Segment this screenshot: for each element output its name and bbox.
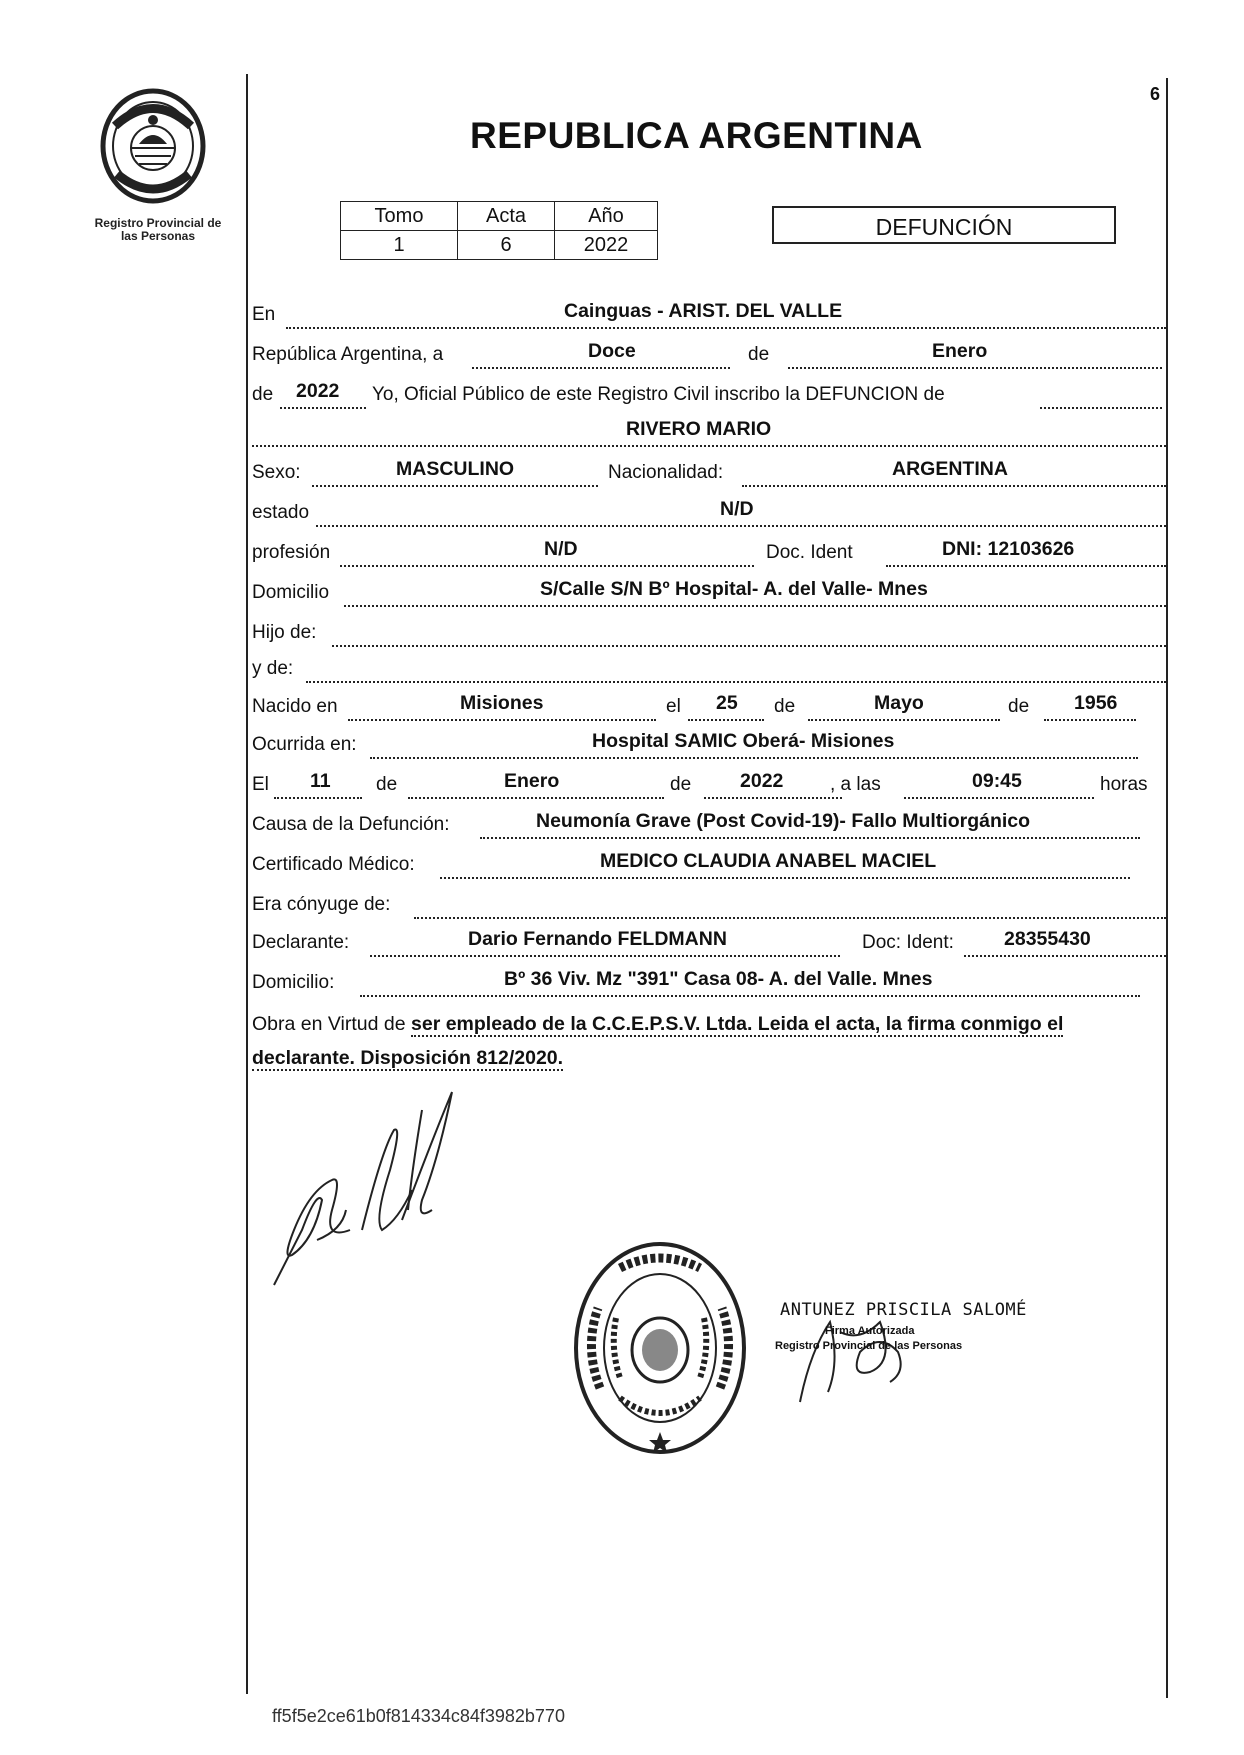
row-fecha (252, 340, 1166, 370)
document-title: REPUBLICA ARGENTINA (470, 115, 923, 156)
value-nac-mes: Mayo (874, 692, 924, 714)
value-nacionalidad: ARGENTINA (892, 458, 1008, 480)
label-inscribo: Yo, Oficial Público de este Registro Civil inscribo la DEFUNCION de (372, 384, 945, 405)
label-profesion: profesión (252, 542, 331, 563)
left-margin-line (246, 74, 248, 1694)
value-acta: 6 (458, 231, 555, 260)
label-causa: Causa de la Defunción: (252, 814, 450, 835)
row-nombre (252, 418, 1166, 448)
label-el: el (666, 696, 681, 717)
label-doc: Doc. Ident (766, 542, 853, 563)
value-nac-dia: 25 (716, 692, 738, 714)
label-alas: , a las (830, 774, 881, 795)
label-def-de2: de (670, 774, 692, 795)
label-estado: estado (252, 502, 310, 523)
obra-prefix: Obra en Virtud de (252, 1013, 406, 1035)
record-type-box: DEFUNCIÓN (772, 206, 1116, 244)
value-doc2: 28355430 (1004, 928, 1091, 950)
label-nac-de2: de (1008, 696, 1030, 717)
row-ocurrida (252, 730, 1166, 760)
row-conyuge (252, 890, 1166, 920)
value-def-anio: 2022 (740, 770, 784, 792)
label-def-de: de (376, 774, 398, 795)
value-ocurrida: Hospital SAMIC Oberá- Misiones (592, 730, 895, 752)
registry-oval-stamp (570, 1238, 750, 1458)
value-declarante: Dario Fernando FELDMANN (468, 928, 727, 950)
value-def-dia: 11 (310, 770, 331, 792)
label-en: En (252, 304, 276, 325)
official-role: Firma Autorizada (825, 1325, 915, 1337)
value-anio: 2022 (296, 380, 340, 402)
record-table (340, 201, 658, 260)
row-hijo (252, 618, 1166, 648)
label-ocurrida: Ocurrida en: (252, 734, 357, 755)
row-yde (252, 654, 1166, 684)
row-domicilio-declarante (252, 968, 1166, 998)
value-nombre: RIVERO MARIO (626, 418, 772, 440)
label-declarante: Declarante: (252, 932, 350, 953)
value-domicilio: S/Calle S/N Bº Hospital- A. del Valle- Mnes (540, 578, 928, 600)
label-yde: y de: (252, 658, 294, 679)
value-profesion: N/D (544, 538, 578, 560)
row-en (252, 300, 1166, 330)
label-republica: República Argentina, a (252, 344, 444, 365)
value-def-mes: Enero (504, 770, 560, 792)
label-de2: de (252, 384, 274, 405)
row-fecha-defuncion (252, 770, 1166, 800)
label-nacionalidad: Nacionalidad: (608, 462, 724, 483)
value-en: Cainguas - ARIST. DEL VALLE (564, 300, 843, 322)
row-domicilio (252, 578, 1166, 608)
official-office: Registro Provincial de las Personas (775, 1340, 963, 1352)
value-sexo: MASCULINO (396, 458, 515, 480)
value-mes: Enero (932, 340, 988, 362)
header-anio: Año (555, 202, 658, 231)
label-horas: horas (1100, 774, 1148, 795)
official-name: ANTUNEZ PRISCILA SALOMÉ (780, 1300, 1027, 1320)
row-causa (252, 810, 1166, 840)
row-declarante (252, 928, 1166, 958)
value-nacido: Misiones (460, 692, 544, 714)
page-number: 6 (1150, 84, 1161, 104)
row-sexo (252, 458, 1166, 488)
value-estado: N/D (720, 498, 754, 520)
value-causa: Neumonía Grave (Post Covid-19)- Fallo Multiorgánico (536, 810, 1031, 832)
value-domicilio2: Bº 36 Viv. Mz "391" Casa 08- A. del Valle. Mnes (504, 968, 933, 990)
value-dia: Doce (588, 340, 636, 362)
declarant-signature (262, 1080, 492, 1300)
row-certificado (252, 850, 1166, 880)
value-doc: DNI: 12103626 (942, 538, 1075, 560)
right-margin-line (1166, 78, 1168, 1698)
label-de: de (748, 344, 770, 365)
value-anio: 2022 (555, 231, 658, 260)
label-doc2: Doc: Ident: (862, 932, 954, 953)
label-cert: Certificado Médico: (252, 854, 415, 875)
document-hash: ff5f5e2ce61b0f814334c84f3982b770 (272, 1706, 565, 1726)
header-tomo: Tomo (341, 202, 458, 231)
label-conyuge: Era cónyuge de: (252, 894, 391, 915)
label-hijo: Hijo de: (252, 622, 317, 643)
agency-name (74, 217, 242, 243)
row-profesion (252, 538, 1166, 568)
label-nacido: Nacido en (252, 696, 338, 717)
value-cert: MEDICO CLAUDIA ANABEL MACIEL (600, 850, 937, 872)
row-inscribo (252, 380, 1166, 410)
label-el2: El (252, 774, 269, 795)
agency-name-line2: las Personas (120, 229, 196, 243)
value-tomo: 1 (341, 231, 458, 260)
obra-paragraph (252, 1007, 1162, 1075)
obra-text: ser empleado de la C.C.E.P.S.V. Ltda. Leida el acta, la firma conmigo el declarante. Disposición 812/2020. (252, 1013, 1064, 1069)
row-nacido (252, 692, 1166, 722)
agency-name-line1: Registro Provincial de (94, 216, 222, 230)
label-domicilio2: Domicilio: (252, 972, 335, 993)
header-acta: Acta (458, 202, 555, 231)
value-hora: 09:45 (972, 770, 1022, 792)
provincial-seal-logo (95, 86, 211, 206)
row-estado (252, 498, 1166, 528)
label-sexo: Sexo: (252, 462, 301, 483)
label-domicilio: Domicilio (252, 582, 330, 603)
value-nac-anio: 1956 (1074, 692, 1118, 714)
label-nac-de: de (774, 696, 796, 717)
